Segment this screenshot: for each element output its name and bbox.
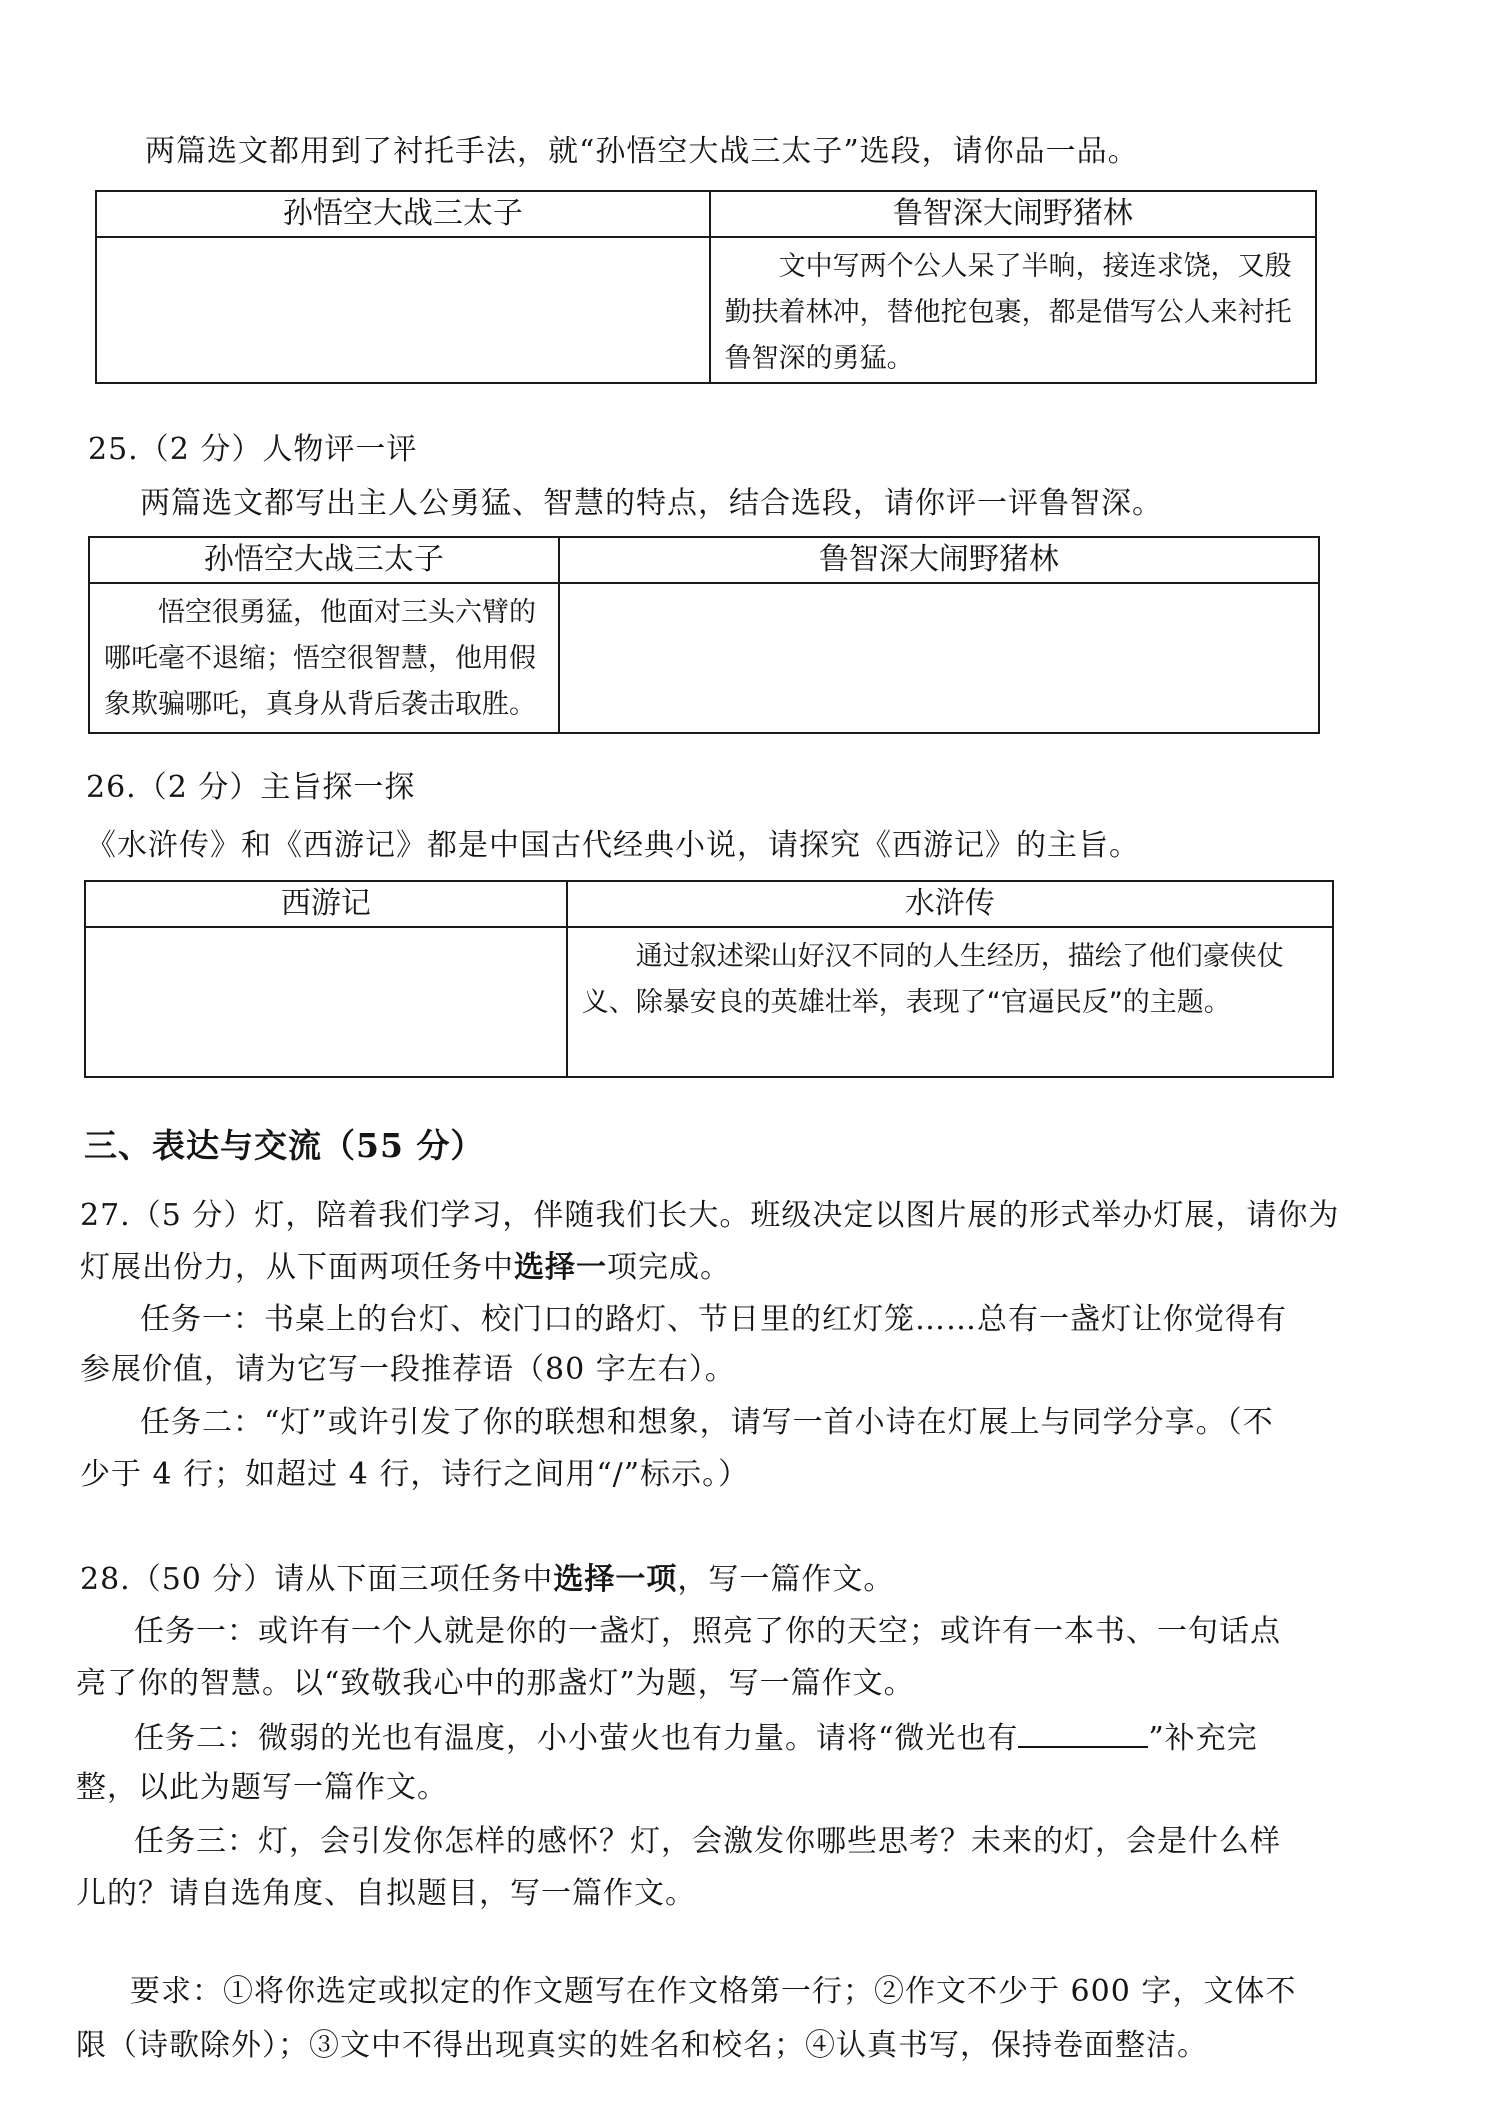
- q27-emphasis: 选择一: [514, 1250, 607, 1285]
- section3-heading: 三、表达与交流（55 分）: [84, 1126, 485, 1165]
- q25-col1-answer: 悟空很勇猛，他面对三头六臂的哪吒毫不退缩；悟空很智慧，他用假象欺骗哪吒，真身从背后袭击取胜。: [104, 597, 536, 720]
- q28-task1-line1: 任务一：或许有一个人就是你的一盏灯，照亮了你的天空；或许有一本书、一句话点: [134, 1614, 1281, 1649]
- q24-table: [95, 190, 1317, 384]
- q25-col1-answer-cell: [89, 583, 559, 733]
- q27-task2-line1: 任务二：“灯”或许引发了你的联想和想象，请写一首小诗在灯展上与同学分享。（不: [140, 1405, 1274, 1440]
- q28-requirements-line1: 要求：①将你选定或拟定的作文题写在作文格第一行；②作文不少于 600 字，文体不: [130, 1974, 1297, 2009]
- q26-col2-answer-cell: [567, 927, 1333, 1077]
- q26-table: [84, 880, 1334, 1078]
- q28-task2-line1: 任务二：微弱的光也有温度，小小萤火也有力量。请将“微光也有 ”补充完: [134, 1716, 1258, 1759]
- q27-task2-line2: 少于 4 行；如超过 4 行，诗行之间用“/”标示。）: [80, 1457, 750, 1492]
- q25-col2-answer-cell[interactable]: [559, 583, 1319, 733]
- q25-title: 25.（2 分）人物评一评: [88, 432, 418, 467]
- q28-emphasis: 选择一项: [553, 1562, 678, 1597]
- q25-table: [88, 536, 1320, 734]
- q28-task3-line1: 任务三：灯，会引发你怎样的感怀？灯，会激发你哪些思考？未来的灯，会是什么样: [134, 1824, 1281, 1859]
- q25-col2-header: 鲁智深大闹野猪林: [559, 537, 1319, 583]
- q26-intro: 《水浒传》和《西游记》都是中国古代经典小说，请探究《西游记》的主旨。: [86, 828, 1140, 863]
- q28-requirements-line2: 限（诗歌除外）；③文中不得出现真实的姓名和校名；④认真书写，保持卷面整洁。: [76, 2028, 1208, 2063]
- q24-intro: 两篇选文都用到了衬托手法，就“孙悟空大战三太子”选段，请你品一品。: [145, 134, 1139, 169]
- q28-line1: 28.（50 分）请从下面三项任务中选择一项，写一篇作文。: [80, 1562, 895, 1597]
- q26-col2-answer: 通过叙述梁山好汉不同的人生经历，描绘了他们豪侠仗义、除暴安良的英雄壮举，表现了“官逼民反”的主题。: [581, 941, 1284, 1018]
- q25-col1-header: 孙悟空大战三太子: [89, 537, 559, 583]
- q24-col2-header: 鲁智深大闹野猪林: [710, 191, 1316, 237]
- q27-task1-line2: 参展价值，请为它写一段推荐语（80 字左右）。: [80, 1352, 736, 1387]
- q26-col1-header: 西游记: [85, 881, 567, 927]
- q24-col1-header: 孙悟空大战三太子: [96, 191, 710, 237]
- q28-fill-blank[interactable]: [1018, 1716, 1148, 1748]
- q27-line2: 灯展出份力，从下面两项任务中选择一项完成。: [80, 1250, 731, 1285]
- q24-col2-answer: 文中写两个公人呆了半晌，接连求饶，又殷勤扶着林冲，替他拕包裹，都是借写公人来衬托鲁智深的勇猛。: [724, 251, 1292, 374]
- q28-task1-line2: 亮了你的智慧。以“致敬我心中的那盏灯”为题，写一篇作文。: [76, 1666, 915, 1701]
- q26-col1-answer-cell[interactable]: [85, 927, 567, 1077]
- q25-intro: 两篇选文都写出主人公勇猛、智慧的特点，结合选段，请你评一评鲁智深。: [140, 486, 1163, 521]
- q27-task1-line1: 任务一：书桌上的台灯、校门口的路灯、节日里的红灯笼……总有一盏灯让你觉得有: [140, 1302, 1287, 1337]
- q28-task2-line2: 整，以此为题写一篇作文。: [76, 1770, 448, 1805]
- q26-col2-header: 水浒传: [567, 881, 1333, 927]
- q24-col1-answer-cell[interactable]: [96, 237, 710, 383]
- q26-title: 26.（2 分）主旨探一探: [86, 770, 416, 805]
- q24-col2-answer-cell: [710, 237, 1316, 383]
- q28-task3-line2: 儿的？请自选角度、自拟题目，写一篇作文。: [76, 1876, 696, 1911]
- q27-line1: 27.（5 分）灯，陪着我们学习，伴随我们长大。班级决定以图片展的形式举办灯展，请你为: [80, 1198, 1340, 1233]
